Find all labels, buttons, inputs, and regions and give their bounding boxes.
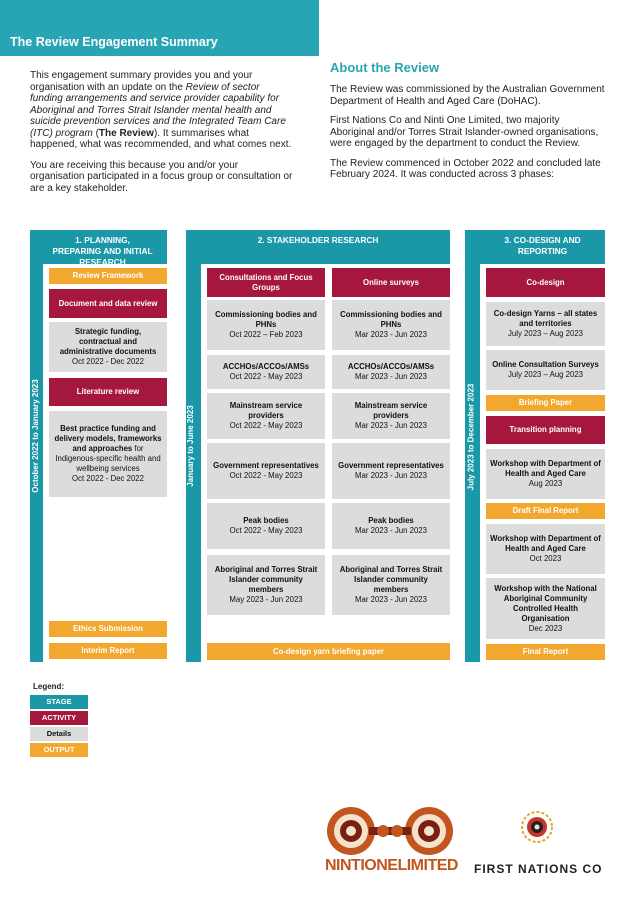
ws3-date: Dec 2023 [528,623,563,633]
lit-detail-date: Oct 2022 - Dec 2022 [72,474,144,483]
stakeholder-date: Mar 2023 - Jun 2023 [355,330,427,339]
stakeholder-title: Mainstream service providers [354,401,428,420]
stakeholder-detail-box [332,503,450,549]
ws3-title: Workshop with the National Aboriginal Community Controlled Health Organisation [494,583,597,623]
workshop-3-detail [486,578,605,639]
about-paragraph-3: The Review commenced in October 2022 and concluded late February 2024. It was conducted across 3 phases: [330,157,601,180]
legend-output: OUTPUT [30,743,88,757]
document-review-activity: Document and data review [49,289,167,318]
stakeholder-date: May 2023 - Jun 2023 [229,595,303,604]
stage2-period: January to June 2023 [186,405,195,487]
stakeholder-title: ACCHOs/ACCOs/AMSs [222,362,310,371]
header-banner [0,0,319,56]
stakeholder-detail-box [207,300,325,350]
ethics-submission-output: Ethics Submission [49,621,167,637]
stakeholder-detail-box [332,300,450,350]
online-consultation-detail [486,350,605,390]
stage3-title: 3. CO-DESIGN AND REPORTING [504,235,581,256]
stakeholder-title: Aboriginal and Torres Strait Islander community members [214,565,318,594]
literature-review-activity: Literature review [49,378,167,406]
stakeholder-detail-box [207,503,325,549]
stakeholder-title: Peak bodies [368,516,414,525]
first-nations-co-logo-icon [520,805,554,847]
stage3-period: July 2023 to December 2023 [466,383,476,491]
lit-detail-title: Best practice funding and delivery models, frameworks and approaches [54,424,162,453]
ninti-one-logo-text: NINTIONELIMITED [325,857,458,874]
intro-paragraph-2: You are receiving this because you and/or your organisation participated in a focus group or consultation or are a key stakeholder. [30,159,293,194]
stakeholder-title: Commissioning bodies and PHNs [215,310,317,329]
stakeholder-date: Mar 2023 - Jun 2023 [355,595,427,604]
yarns-title: Co-design Yarns – all states and territories [493,309,598,328]
about-text [330,84,605,189]
doc-detail-title: Strategic funding, contractual and administrative documents [59,327,157,356]
doc-detail-date: Oct 2022 - Dec 2022 [72,357,144,366]
stakeholder-date: Oct 2022 – Feb 2023 [229,330,303,339]
workshop-2-detail [486,524,605,574]
stakeholder-date: Oct 2022 - May 2023 [229,372,303,381]
draft-final-report-output: Draft Final Report [486,503,605,519]
about-paragraph-1: The Review was commissioned by the Australian Government Department of Health and Aged Care (DoHAC). [330,84,605,107]
stakeholder-title: Commissioning bodies and PHNs [340,310,442,329]
briefing-paper-output: Briefing Paper [486,395,605,411]
ws2-date: Oct 2023 [529,554,562,563]
online-date: July 2023 – Aug 2023 [508,370,583,379]
final-report-output: Final Report [486,644,605,660]
first-nations-co-logo-text: FIRST NATIONS CO [474,862,603,876]
ws1-title: Workshop with Department of Health and Aged Care [490,459,601,478]
legend-details: Details [30,727,88,741]
stakeholder-detail-box [332,443,450,499]
stakeholder-date: Mar 2023 - Jun 2023 [355,471,427,480]
legend-title: Legend: [33,682,65,691]
lit-detail-rest: for Indigenous-specific health and wellbeing services [55,444,161,473]
yarns-date: July 2023 – Aug 2023 [508,329,583,338]
stakeholder-title: Government representatives [213,461,319,470]
legend-activity: ACTIVITY [30,711,88,725]
ws2-title: Workshop with Department of Health and Aged Care [490,534,601,553]
stakeholder-date: Mar 2023 - Jun 2023 [355,421,427,430]
intro-p1-c: ). It summarises what happened, what was recommended, and what comes next. [30,127,292,150]
interim-report-output: Interim Report [49,643,167,659]
stakeholder-detail-box [207,393,325,439]
workshop-1-detail [486,449,605,499]
online-surveys-activity: Online surveys [332,268,450,297]
stakeholder-title: ACCHOs/ACCOs/AMSs [347,362,435,371]
review-short-title: The Review [98,127,154,139]
codesign-briefing-output: Co-design yarn briefing paper [207,643,450,660]
stakeholder-title: Government representatives [338,461,444,470]
legend-stage: STAGE [30,695,88,709]
about-title: About the Review [330,60,440,75]
intro-text [30,70,295,203]
stakeholder-detail-box [332,355,450,389]
stakeholder-date: Mar 2023 - Jun 2023 [355,372,427,381]
stakeholder-detail-box [207,443,325,499]
stage1-title: 1. PLANNING, PREPARING AND INITIAL RESEARCH [52,235,153,267]
stakeholder-detail-box [207,555,325,615]
ws1-date: Aug 2023 [528,479,563,488]
transition-planning-activity: Transition planning [486,416,605,444]
stakeholder-date: Oct 2022 - May 2023 [229,526,303,535]
review-framework-output: Review Framework [49,268,167,284]
stakeholder-title: Aboriginal and Torres Strait Islander community members [339,565,443,594]
stakeholder-date: Mar 2023 - Jun 2023 [355,526,427,535]
intro-p1-a: This engagement summary provides you and your organisation with an update on the [30,70,253,93]
codesign-yarns-detail [486,302,605,346]
intro-p1-b: ( [92,127,99,139]
stakeholder-date: Oct 2022 - May 2023 [229,421,303,430]
stakeholder-detail-box [332,555,450,615]
review-full-title: Review of sector funding arrangements and service provider capability for Aboriginal and Torres Strait Islander mental health and suicide prevention services and the Integrated Team Care (ITC) program [30,81,286,139]
online-title: Online Consultation Surveys [492,360,599,369]
document-review-detail [49,322,167,372]
codesign-activity: Co-design [486,268,605,297]
lit-detail-text [53,424,163,474]
stakeholder-detail-box [207,355,325,389]
stakeholder-detail-box [332,393,450,439]
stage1-period: October 2022 to January 2023 [31,379,40,493]
stakeholder-date: Oct 2022 - May 2023 [229,471,303,480]
stage2-header [186,230,450,264]
page-title: The Review Engagement Summary [10,35,218,49]
stage1-header [30,230,167,267]
literature-review-detail [49,411,167,497]
consultations-activity: Consultations and Focus Groups [207,268,325,297]
stakeholder-title: Peak bodies [243,516,289,525]
about-paragraph-2: First Nations Co and Ninti One Limited, two majority Aboriginal and/or Torres Strait Islander-owned organisations, were engaged by the department to conduct the Review. [330,115,599,149]
stakeholder-title: Mainstream service providers [229,401,303,420]
stage2-title: 2. STAKEHOLDER RESEARCH [257,235,379,245]
intro-paragraph-1 [30,70,295,151]
ninti-one-logo-icon [325,805,455,857]
stage3-header [465,230,605,264]
